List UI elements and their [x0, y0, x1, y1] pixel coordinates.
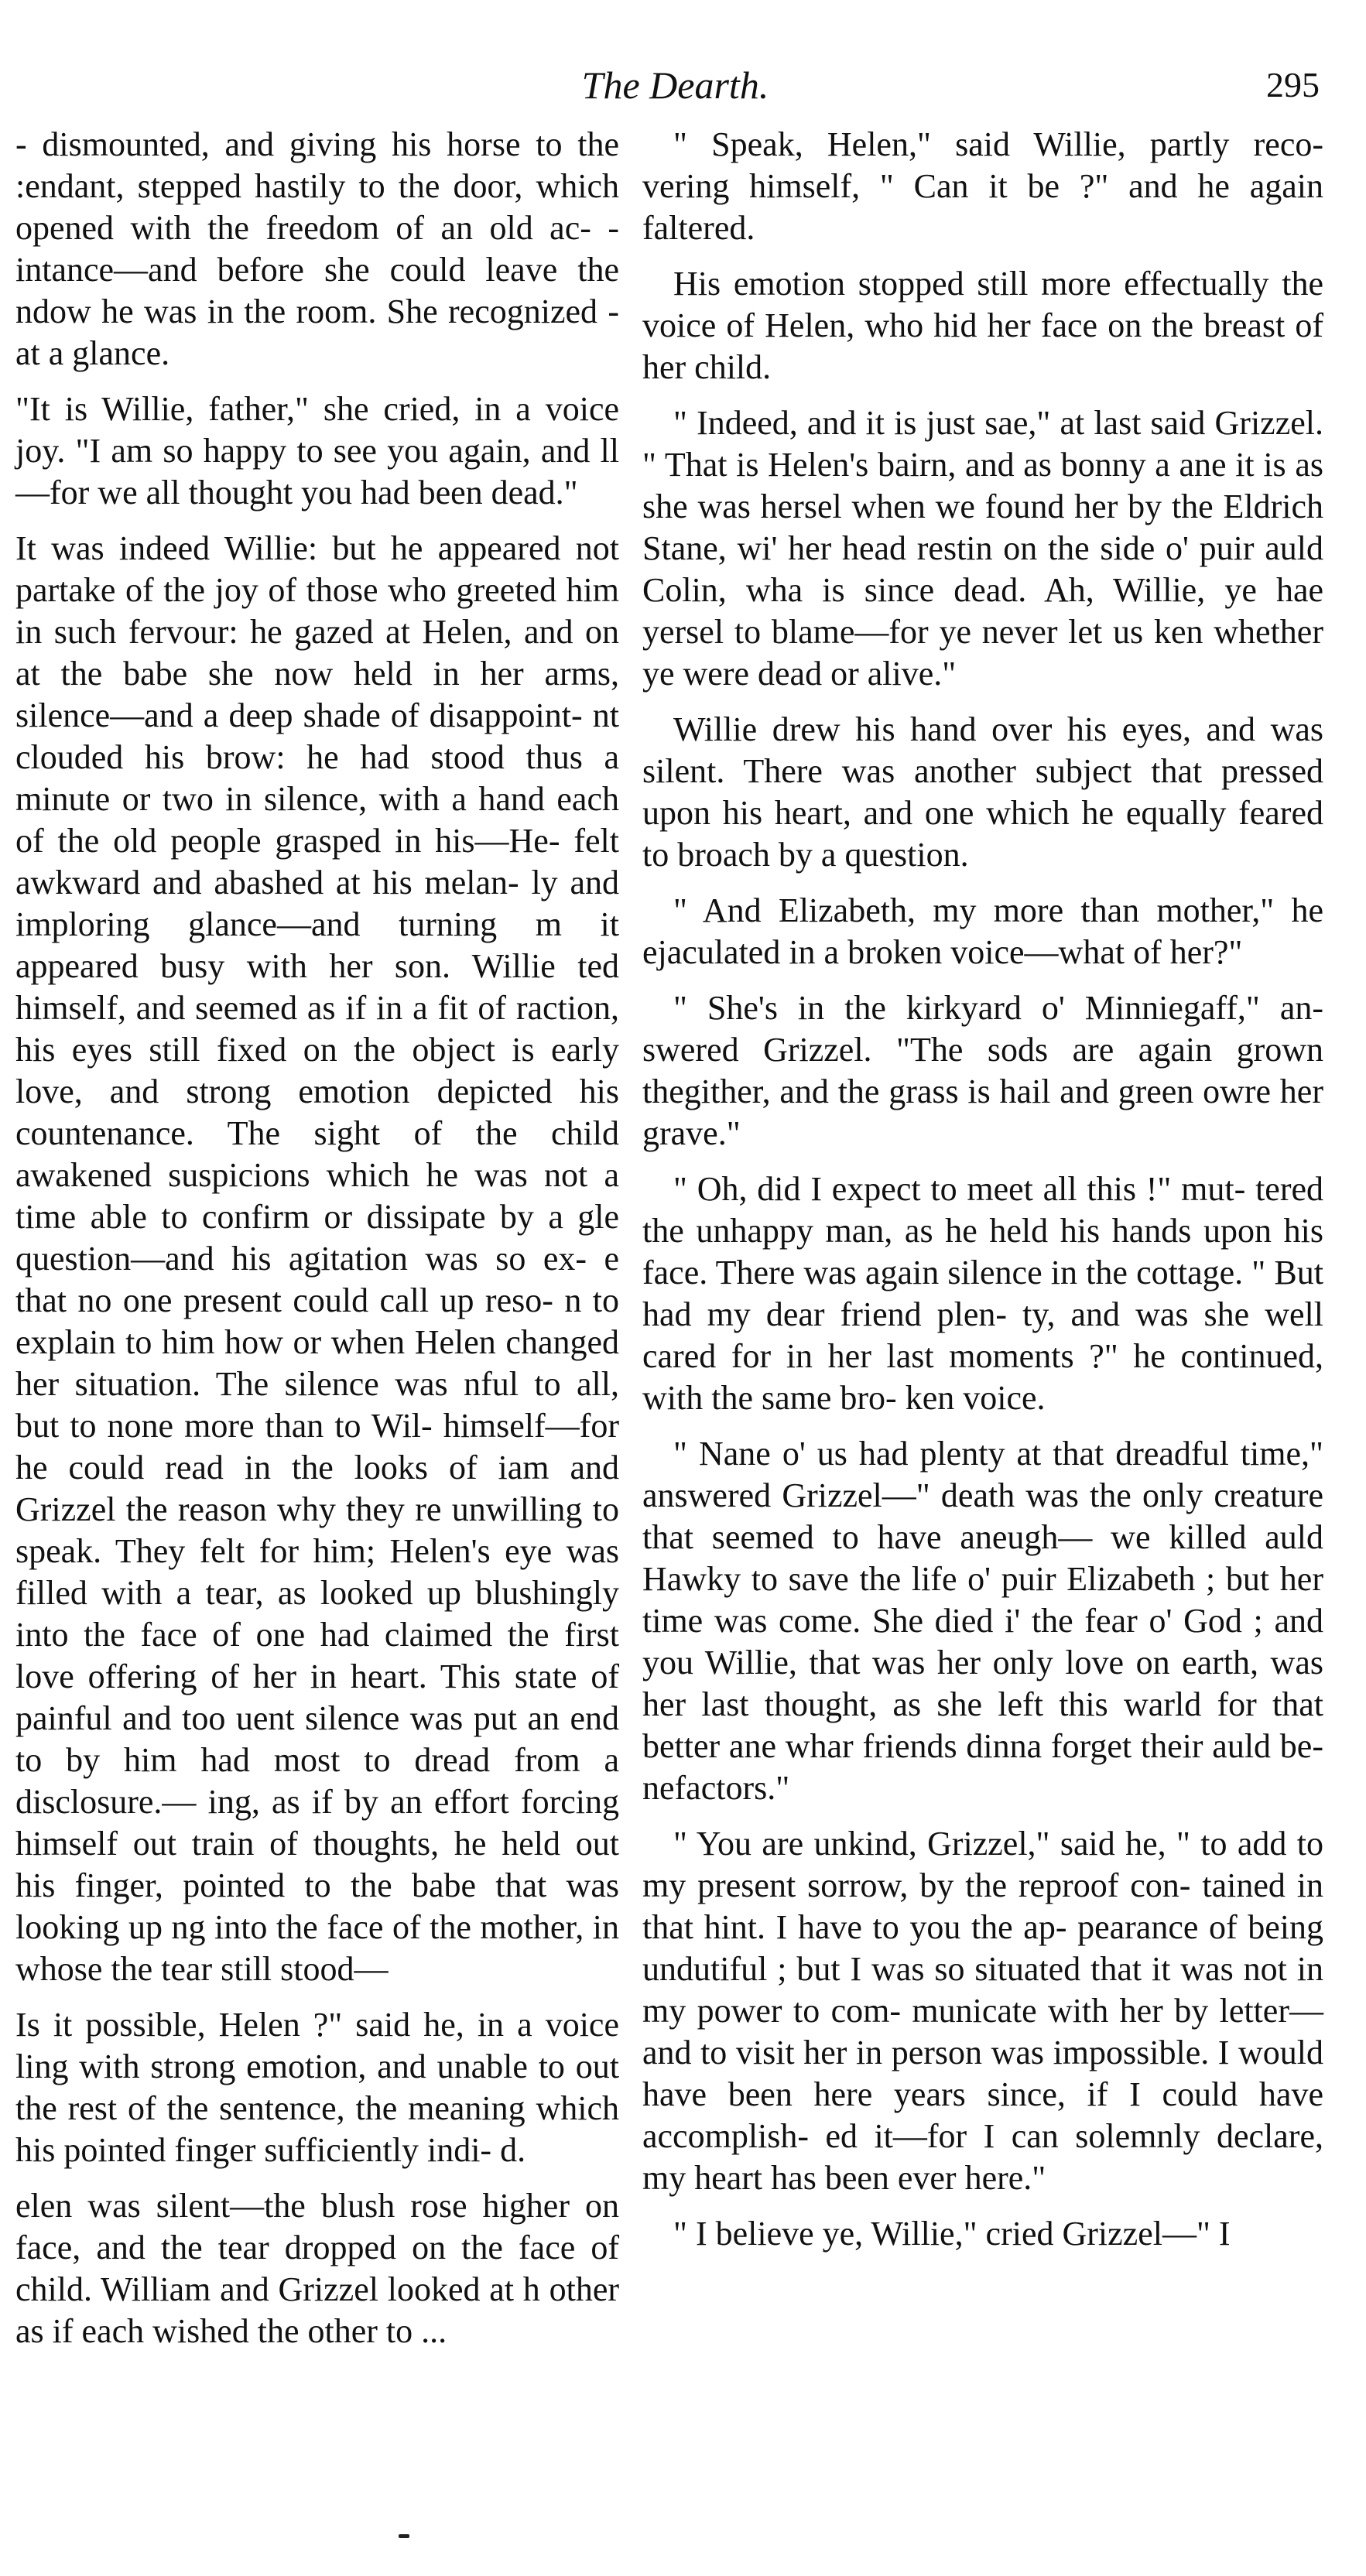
paragraph: Willie drew his hand over his eyes, and was silent. There was another subject that pressed upon his heart, and one which he equally feared to broach by a question.: [642, 710, 1323, 874]
page-number: 295: [1266, 65, 1320, 104]
paragraph: - dismounted, and giving his horse to the :endant, stepped hastily to the door, which opened with the freedom of an old ac- -intance—and before she could leave the ndow he was in the room. She recognized - at a glance.: [15, 125, 619, 372]
paragraph: " You are unkind, Grizzel," said he, " to add to my present sorrow, by the reproof con- tained in that hint. I have to you the ap- pearance of being undutiful ; but I was so situated that it was not in my power to com- municate with her by letter—and to visit her in person was impossible. I would have been here years since, if I could have accomplish- ed it—for I can solemnly declare, my heart has been ever here.": [642, 1825, 1323, 2197]
paragraph: " She's in the kirkyard o' Minniegaff," an- swered Grizzel. "The sods are again grown thegither, and the grass is hail and green owre her grave.": [642, 989, 1323, 1152]
paragraph: " I believe ye, Willie," cried Grizzel—" I: [673, 2215, 1231, 2253]
right-column: [642, 124, 1323, 2269]
paragraph: " Indeed, and it is just sae," at last said Grizzel. " That is Helen's bairn, and as bonny a ane it is as she was hersel when we found her by the Eldrich Stane, wi' her head restin on the side o' puir auld Colin, wha is since dead. Ah, Willie, ye hae yersel to blame—for ye never let us ken whether ye were dead or alive.": [642, 404, 1323, 693]
paragraph: It was indeed Willie: but he appeared not partake of the joy of those who greeted him in such fervour: he gazed at Helen, and on at the babe she now held in her arms, silence—and a deep shade of disappoint- nt clouded his brow: he had stood thus a minute or two in silence, with a hand each of the old people grasped in his—He- felt awkward and abashed at his melan- ly and imploring glance—and turning m it appeared busy with her son. Willie ted himself, and seemed as if in a fit of raction, his eyes still fixed on the object is early love, and strong emotion depicted his countenance. The sight of the child awakened suspicions which he was not a time able to confirm or dissipate by a gle question—and his agitation was so ex- e that no one present could call up reso- n to explain to him how or when Helen changed her situation. The silence was nful to all, but to none more than to Wil- himself—for he could read in the looks of iam and Grizzel the reason why they re unwilling to speak. They felt for him; Helen's eye was filled with a tear, as looked up blushingly into the face of one had claimed the first love offering of her in heart. This state of painful and too uent silence was put an end to by him had most to dread from a disclosure.— ing, as if by an effort forcing himself out train of thoughts, he held out his finger, pointed to the babe that was looking up ng into the face of the mother, in whose the tear still stood—: [15, 529, 619, 1988]
paragraph: " And Elizabeth, my more than mother," he ejaculated in a broken voice—what of her?": [642, 891, 1323, 971]
page-header: [31, 54, 1320, 116]
running-title: The Dearth.: [581, 63, 769, 107]
paragraph: " Speak, Helen," said Willie, partly reco- vering himself, " Can it be ?" and he again faltered.: [642, 125, 1323, 247]
footer-mark: [399, 2534, 409, 2538]
left-column: [15, 124, 619, 2366]
paragraph: " Nane o' us had plenty at that dreadful time," answered Grizzel—" death was the only creature that seemed to have aneugh— we killed auld Hawky to save the life o' puir Elizabeth ; but her time was come. She died i' the fear o' God ; and you Willie, that was her only love on earth, was her last thought, as she left this warld for that better ane whar friends dinna forget their auld be- nefactors.": [642, 1435, 1323, 1807]
paragraph: Is it possible, Helen ?" said he, in a voice ling with strong emotion, and unable to out the rest of the sentence, the meaning which his pointed finger sufficiently indi- d.: [15, 2006, 619, 2169]
paragraph: His emotion stopped still more effectually the voice of Helen, who hid her face on the breast of her child.: [642, 265, 1323, 386]
paragraph: elen was silent—the blush rose higher on face, and the tear dropped on the face of child. William and Grizzel looked at h other as if each wished the other to ...: [15, 2187, 619, 2350]
paragraph: " Oh, did I expect to meet all this !" mut- tered the unhappy man, as he held his hands upon his face. There was again silence in the cottage. " But had my dear friend plen- ty, and was she well cared for in her last moments ?" he continued, with the same bro- ken voice.: [642, 1170, 1323, 1417]
paragraph: "It is Willie, father," she cried, in a voice joy. "I am so happy to see you again, and ll—for we all thought you had been dead.": [15, 390, 619, 511]
